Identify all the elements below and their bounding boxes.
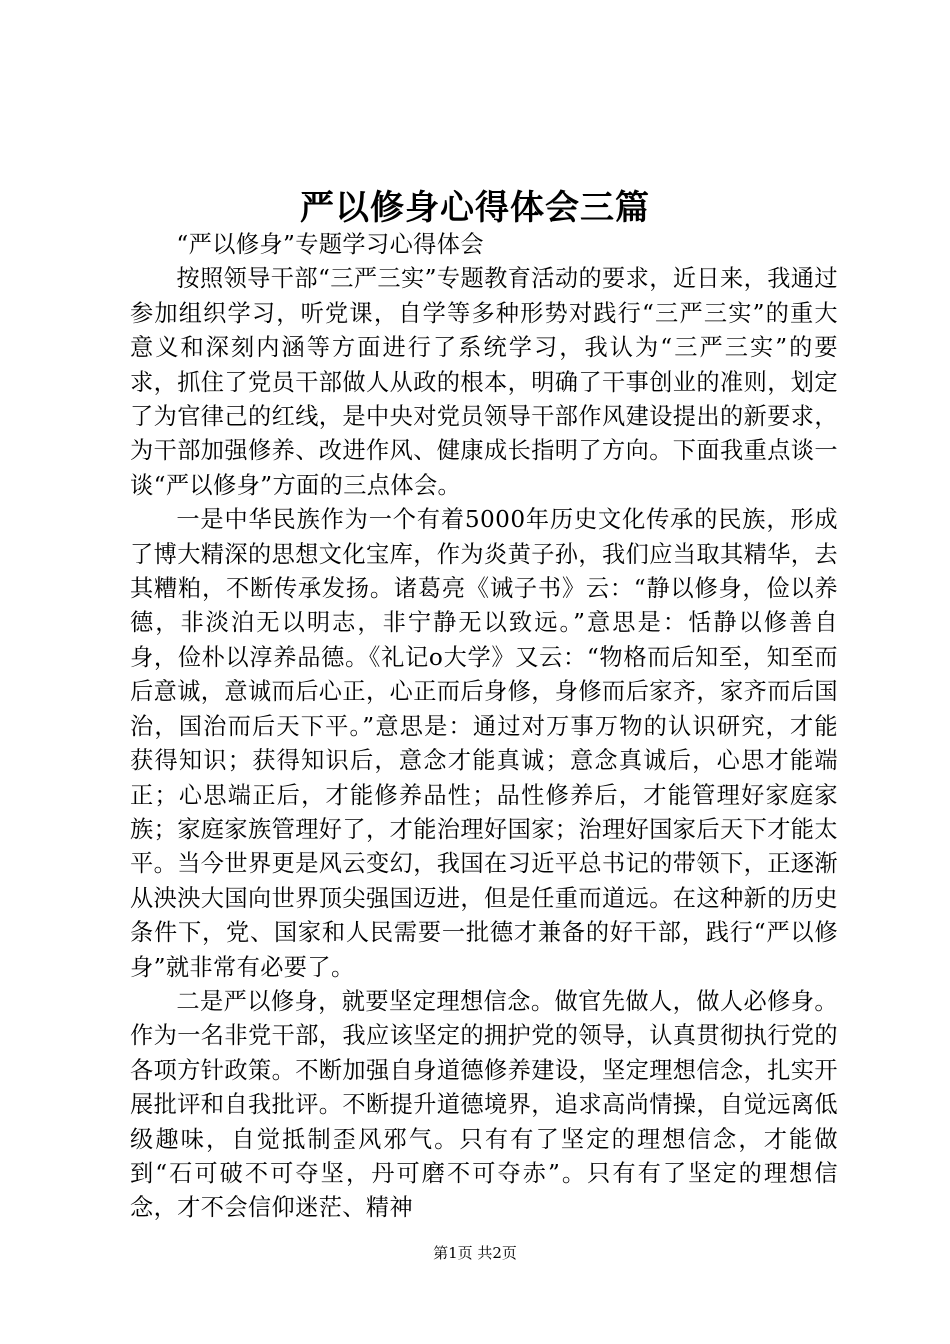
document-body [130, 228, 838, 1226]
page-number-footer: 第1页 共2页 [433, 1244, 517, 1262]
section-heading: “严以修身”专题学习心得体会 [176, 231, 484, 258]
paragraph-intro: 按照领导干部“三严三实”专题教育活动的要求，近日来，我通过参加组织学习，听党课，自学等多种形势对践行“三严三实”的重大意义和深刻内涵等方面进行了系统学习，我认为“三严三实”的要求，抓住了党员干部做人从政的根本，明确了干事创业的准则，划定了为官律己的红线，是中央对党员领导干部作风建设提出的新要求，为干部加强修养、改进作风、健康成长指明了方向。下面我重点谈一谈“严以修身”方面的三点体会。 [130, 265, 838, 499]
document-title: 严以修身心得体会三篇 [300, 188, 650, 228]
paragraph-point-one: 一是中华民族作为一个有着5000年历史文化传承的民族，形成了博大精深的思想文化宝库，作为炎黄子孙，我们应当取其精华，去其糟粕，不断传承发扬。诸葛亮《诫子书》云：“静以修身，俭以养德，非淡泊无以明志，非宁静无以致远。”意思是：恬静以修善自身，俭朴以淳养品德。《礼记o大学》又云：“物格而后知至，知至而后意诚，意诚而后心正，心正而后身修，身修而后家齐，家齐而后国治，国治而后天下平。”意思是：通过对万事万物的认识研究，才能获得知识；获得知识后，意念才能真诚；意念真诚后，心思才能端正；心思端正后，才能修养品性；品性修养后，才能管理好家庭家族；家庭家族管理好了，才能治理好国家；治理好国家后天下才能太平。当今世界更是风云变幻，我国在习近平总书记的带领下，正逐渐从泱泱大国向世界顶尖强国迈进，但是任重而道远。在这种新的历史条件下，党、国家和人民需要一批德才兼备的好干部，践行“严以修身”就非常有必要了。 [130, 506, 838, 981]
paragraph-point-two: 二是严以修身，就要坚定理想信念。做官先做人，做人必修身。作为一名非党干部，我应该坚定的拥护党的领导，认真贯彻执行党的各项方针政策。不断加强自身道德修养建设，坚定理想信念，扎实开展批评和自我批评。不断提升道德境界，追求高尚情操，自觉远离低级趣味，自觉抵制歪风邪气。只有有了坚定的理想信念，才能做到“石可破不可夺坚，丹可磨不可夺赤”。只有有了坚定的理想信念，才不会信仰迷茫、精神 [130, 987, 838, 1222]
